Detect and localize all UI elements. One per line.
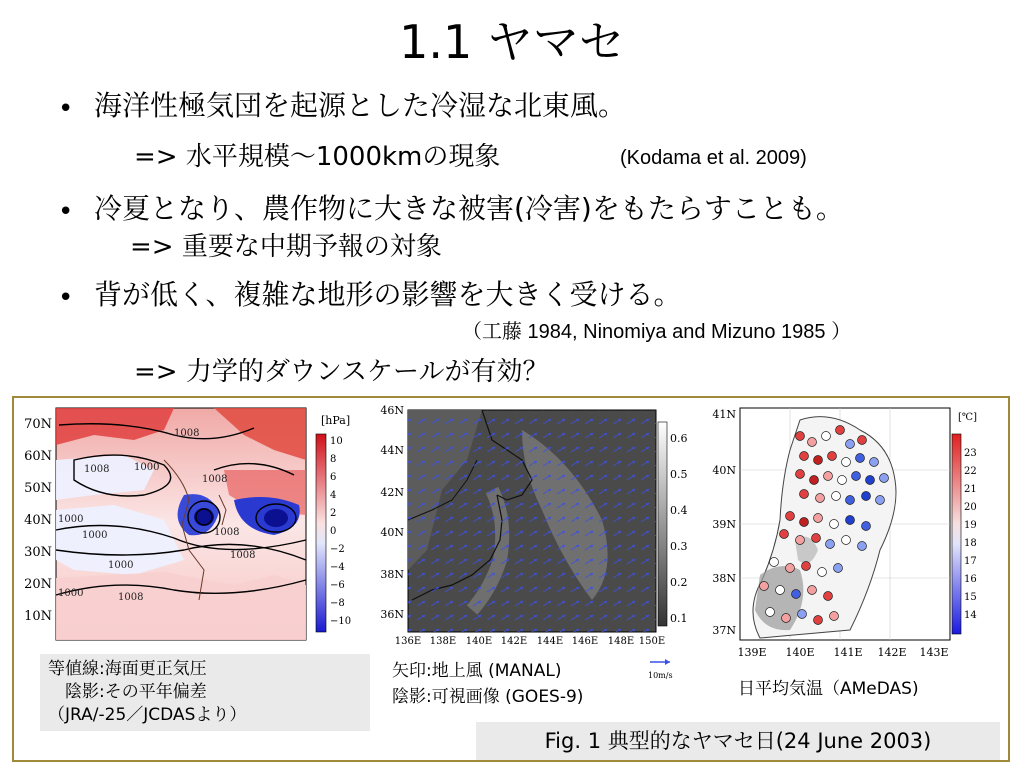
lat-label: 10N	[24, 609, 52, 624]
colorbar-tick: 18	[964, 538, 977, 549]
reference-kudo-ninomiya: （工藤 1984, Ninomiya and Mizuno 1985 ）	[462, 321, 852, 343]
lat-label: 40N	[712, 464, 736, 477]
lat-label: 39N	[712, 518, 736, 531]
colorbar-tick: 4	[330, 490, 337, 501]
colorbar-tick: 20	[964, 502, 977, 513]
colorbar-tick: −8	[330, 598, 345, 609]
lat-label: 40N	[380, 526, 404, 539]
caption-line: 陰影:その平年偏差	[48, 682, 207, 702]
lat-label: 50N	[24, 481, 52, 496]
colorbar-tick: 21	[964, 484, 977, 495]
contour-label: 1000	[108, 560, 134, 571]
bullet-marker: •	[58, 283, 74, 313]
bullet-1-text: 海洋性極気団を起源とした冷湿な北東風。	[94, 89, 627, 122]
bullet-2-sub: => 重要な中期予報の対象	[130, 232, 442, 262]
bullet-3-text: 背が低く、複雑な地形の影響を大きく受ける。	[94, 278, 682, 311]
lat-label: 38N	[712, 572, 736, 585]
colorbar-tick: 0.2	[670, 576, 688, 589]
contour-label: 1008	[84, 464, 110, 475]
lon-label: 140E	[465, 636, 493, 647]
contour-label: 1008	[202, 474, 228, 485]
colorbar-tick: 17	[964, 556, 977, 567]
colorbar-tick: 10	[330, 436, 343, 447]
lon-label: 138E	[429, 636, 457, 647]
contour-label: 1008	[214, 527, 240, 538]
lat-label: 46N	[380, 404, 404, 417]
colorbar-tick: −10	[330, 616, 352, 627]
ref-vector-label: 10m/s	[648, 671, 673, 680]
colorbar-tick: 22	[964, 466, 977, 477]
lat-label: 40N	[24, 513, 52, 528]
bullet-marker: •	[58, 94, 74, 124]
lat-label: 36N	[380, 608, 404, 621]
slide-title: 1.1 ヤマセ	[399, 15, 625, 69]
lat-label: 60N	[24, 449, 52, 464]
lon-label: 140E	[785, 646, 815, 659]
caption-line: （JRA/-25／JCDASより）	[48, 705, 247, 725]
colorbar-tick: −6	[330, 580, 345, 591]
colorbar-tick: 6	[330, 472, 337, 483]
lat-label: 41N	[712, 408, 736, 421]
lat-label: 38N	[380, 568, 404, 581]
contour-label: 1008	[118, 592, 144, 603]
lat-label: 20N	[24, 577, 52, 592]
lat-label: 30N	[24, 545, 52, 560]
colorbar-tick: 15	[964, 592, 977, 603]
colorbar-tick: −4	[330, 562, 345, 573]
colorbar-tick: 0.4	[670, 504, 688, 517]
colorbar-tick: 14	[964, 610, 977, 621]
contour-label: 1000	[58, 514, 84, 525]
colorbar-tick: 2	[330, 508, 337, 519]
lat-label: 44N	[380, 444, 404, 457]
colorbar-tick: 8	[330, 454, 337, 465]
lon-label: 144E	[536, 636, 564, 647]
lon-label: 142E	[877, 646, 907, 659]
colorbar-tick: 0.1	[670, 612, 688, 625]
lat-label: 70N	[24, 417, 52, 432]
colorbar-tick: 0.5	[670, 468, 688, 481]
lon-label: 150E	[638, 636, 666, 647]
panel2-caption-line1: 矢印:地上風 (MANAL)	[392, 661, 562, 681]
lon-label: 148E	[607, 636, 635, 647]
bullet-marker: •	[58, 197, 74, 227]
lat-label: 37N	[712, 624, 736, 637]
lon-label: 136E	[394, 636, 422, 647]
colorbar-title: [℃]	[958, 412, 977, 423]
colorbar-tick: −2	[330, 544, 345, 555]
reference-kodama: (Kodama et al. 2009)	[620, 147, 807, 169]
lon-label: 142E	[500, 636, 528, 647]
contour-label: 1008	[174, 428, 200, 439]
colorbar-tick: 19	[964, 520, 977, 531]
panel2-caption-line2: 陰影:可視画像 (GOES-9)	[392, 687, 584, 707]
colorbar-tick: 16	[964, 574, 977, 585]
colorbar-tick: 0	[330, 526, 337, 537]
bullet-2-text: 冷夏となり、農作物に大きな被害(冷害)をもたらすことも。	[94, 192, 844, 225]
figure-caption: Fig. 1 典型的なヤマセ日(24 June 2003)	[476, 722, 1000, 760]
bullet-3-sub: => 力学的ダウンスケールが有効？	[134, 357, 549, 387]
lon-label: 139E	[737, 646, 767, 659]
caption-line: 等値線:海面更正気圧	[48, 659, 207, 679]
contour-label: 1000	[82, 530, 108, 541]
amedas-temperature-map	[700, 400, 1006, 664]
contour-label: 1000	[58, 588, 84, 599]
contour-label: 1000	[134, 462, 160, 473]
lon-label: 146E	[571, 636, 599, 647]
colorbar-tick: 0.6	[670, 432, 688, 445]
contour-label: 1008	[230, 550, 256, 561]
lon-label: 141E	[833, 646, 863, 659]
lon-label: 143E	[919, 646, 949, 659]
lat-label: 42N	[380, 486, 404, 499]
bullet-1-sub: => 水平規模～1000kmの現象	[134, 142, 501, 172]
satellite-wind-map	[372, 400, 702, 686]
panel1-caption	[40, 654, 370, 731]
panel3-caption: 日平均気温（AMeDAS)	[738, 679, 919, 699]
colorbar-title: [hPa]	[321, 414, 351, 427]
colorbar-tick: 23	[964, 448, 977, 459]
slp-anomaly-map	[14, 400, 364, 652]
colorbar-tick: 0.3	[670, 540, 688, 553]
